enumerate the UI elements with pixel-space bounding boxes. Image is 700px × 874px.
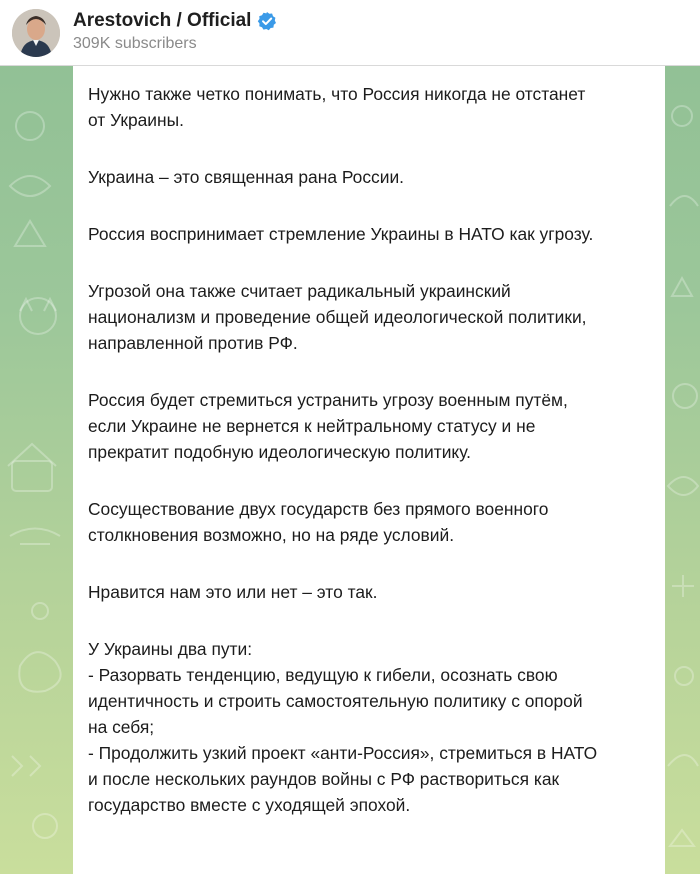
message-line: и после нескольких раундов войны с РФ раствориться как bbox=[88, 769, 560, 789]
message-line: столкновения возможно, но на ряде условий. bbox=[88, 525, 455, 545]
message-paragraph bbox=[88, 81, 651, 133]
message-line: У Украины два пути: bbox=[88, 639, 253, 659]
message-paragraph bbox=[88, 278, 651, 356]
avatar-portrait bbox=[12, 9, 60, 57]
message-line: идентичность и строить самостоятельную политику с опорой bbox=[88, 691, 583, 711]
message-line: направленной против РФ. bbox=[88, 333, 298, 353]
message-paragraph bbox=[88, 636, 651, 818]
subscriber-count: 309K subscribers bbox=[73, 35, 197, 52]
message-line: если Украине не вернется к нейтральному статусу и не bbox=[88, 416, 536, 436]
message-paragraph bbox=[88, 496, 651, 548]
message-line: на себя; bbox=[88, 717, 155, 737]
message-paragraph bbox=[88, 164, 651, 190]
message-line: Нужно также четко понимать, что Россия никогда не отстанет bbox=[88, 84, 586, 104]
message-line: Сосуществование двух государств без прямого военного bbox=[88, 499, 549, 519]
message-line: Россия будет стремиться устранить угрозу военным путём, bbox=[88, 390, 568, 410]
channel-avatar[interactable] bbox=[12, 9, 60, 57]
message-line: государство вместе с уходящей эпохой. bbox=[88, 795, 411, 815]
message-line: прекратит подобную идеологическую политику. bbox=[88, 442, 472, 462]
message-line: от Украины. bbox=[88, 110, 184, 130]
message-line: национализм и проведение общей идеологической политики, bbox=[88, 307, 587, 327]
channel-header[interactable] bbox=[0, 0, 700, 66]
message-paragraph bbox=[88, 387, 651, 465]
message-line: Россия воспринимает стремление Украины в НАТО как угрозу. bbox=[88, 224, 594, 244]
message-paragraph bbox=[88, 221, 651, 247]
message-line: - Продолжить узкий проект «анти-Россия», стремиться в НАТО bbox=[88, 743, 598, 763]
message-line: Угрозой она также считает радикальный украинский bbox=[88, 281, 511, 301]
channel-name-text: Arestovich / Official bbox=[73, 10, 252, 31]
channel-title[interactable] bbox=[73, 10, 277, 32]
message-paragraph bbox=[88, 579, 651, 605]
message-text bbox=[88, 81, 651, 818]
message-line: Украина – это священная рана России. bbox=[88, 167, 404, 187]
message-bubble[interactable] bbox=[73, 66, 665, 874]
verified-badge-icon bbox=[257, 11, 277, 31]
message-line: - Разорвать тенденцию, ведущую к гибели, осознать свою bbox=[88, 665, 558, 685]
message-line: Нравится нам это или нет – это так. bbox=[88, 582, 378, 602]
